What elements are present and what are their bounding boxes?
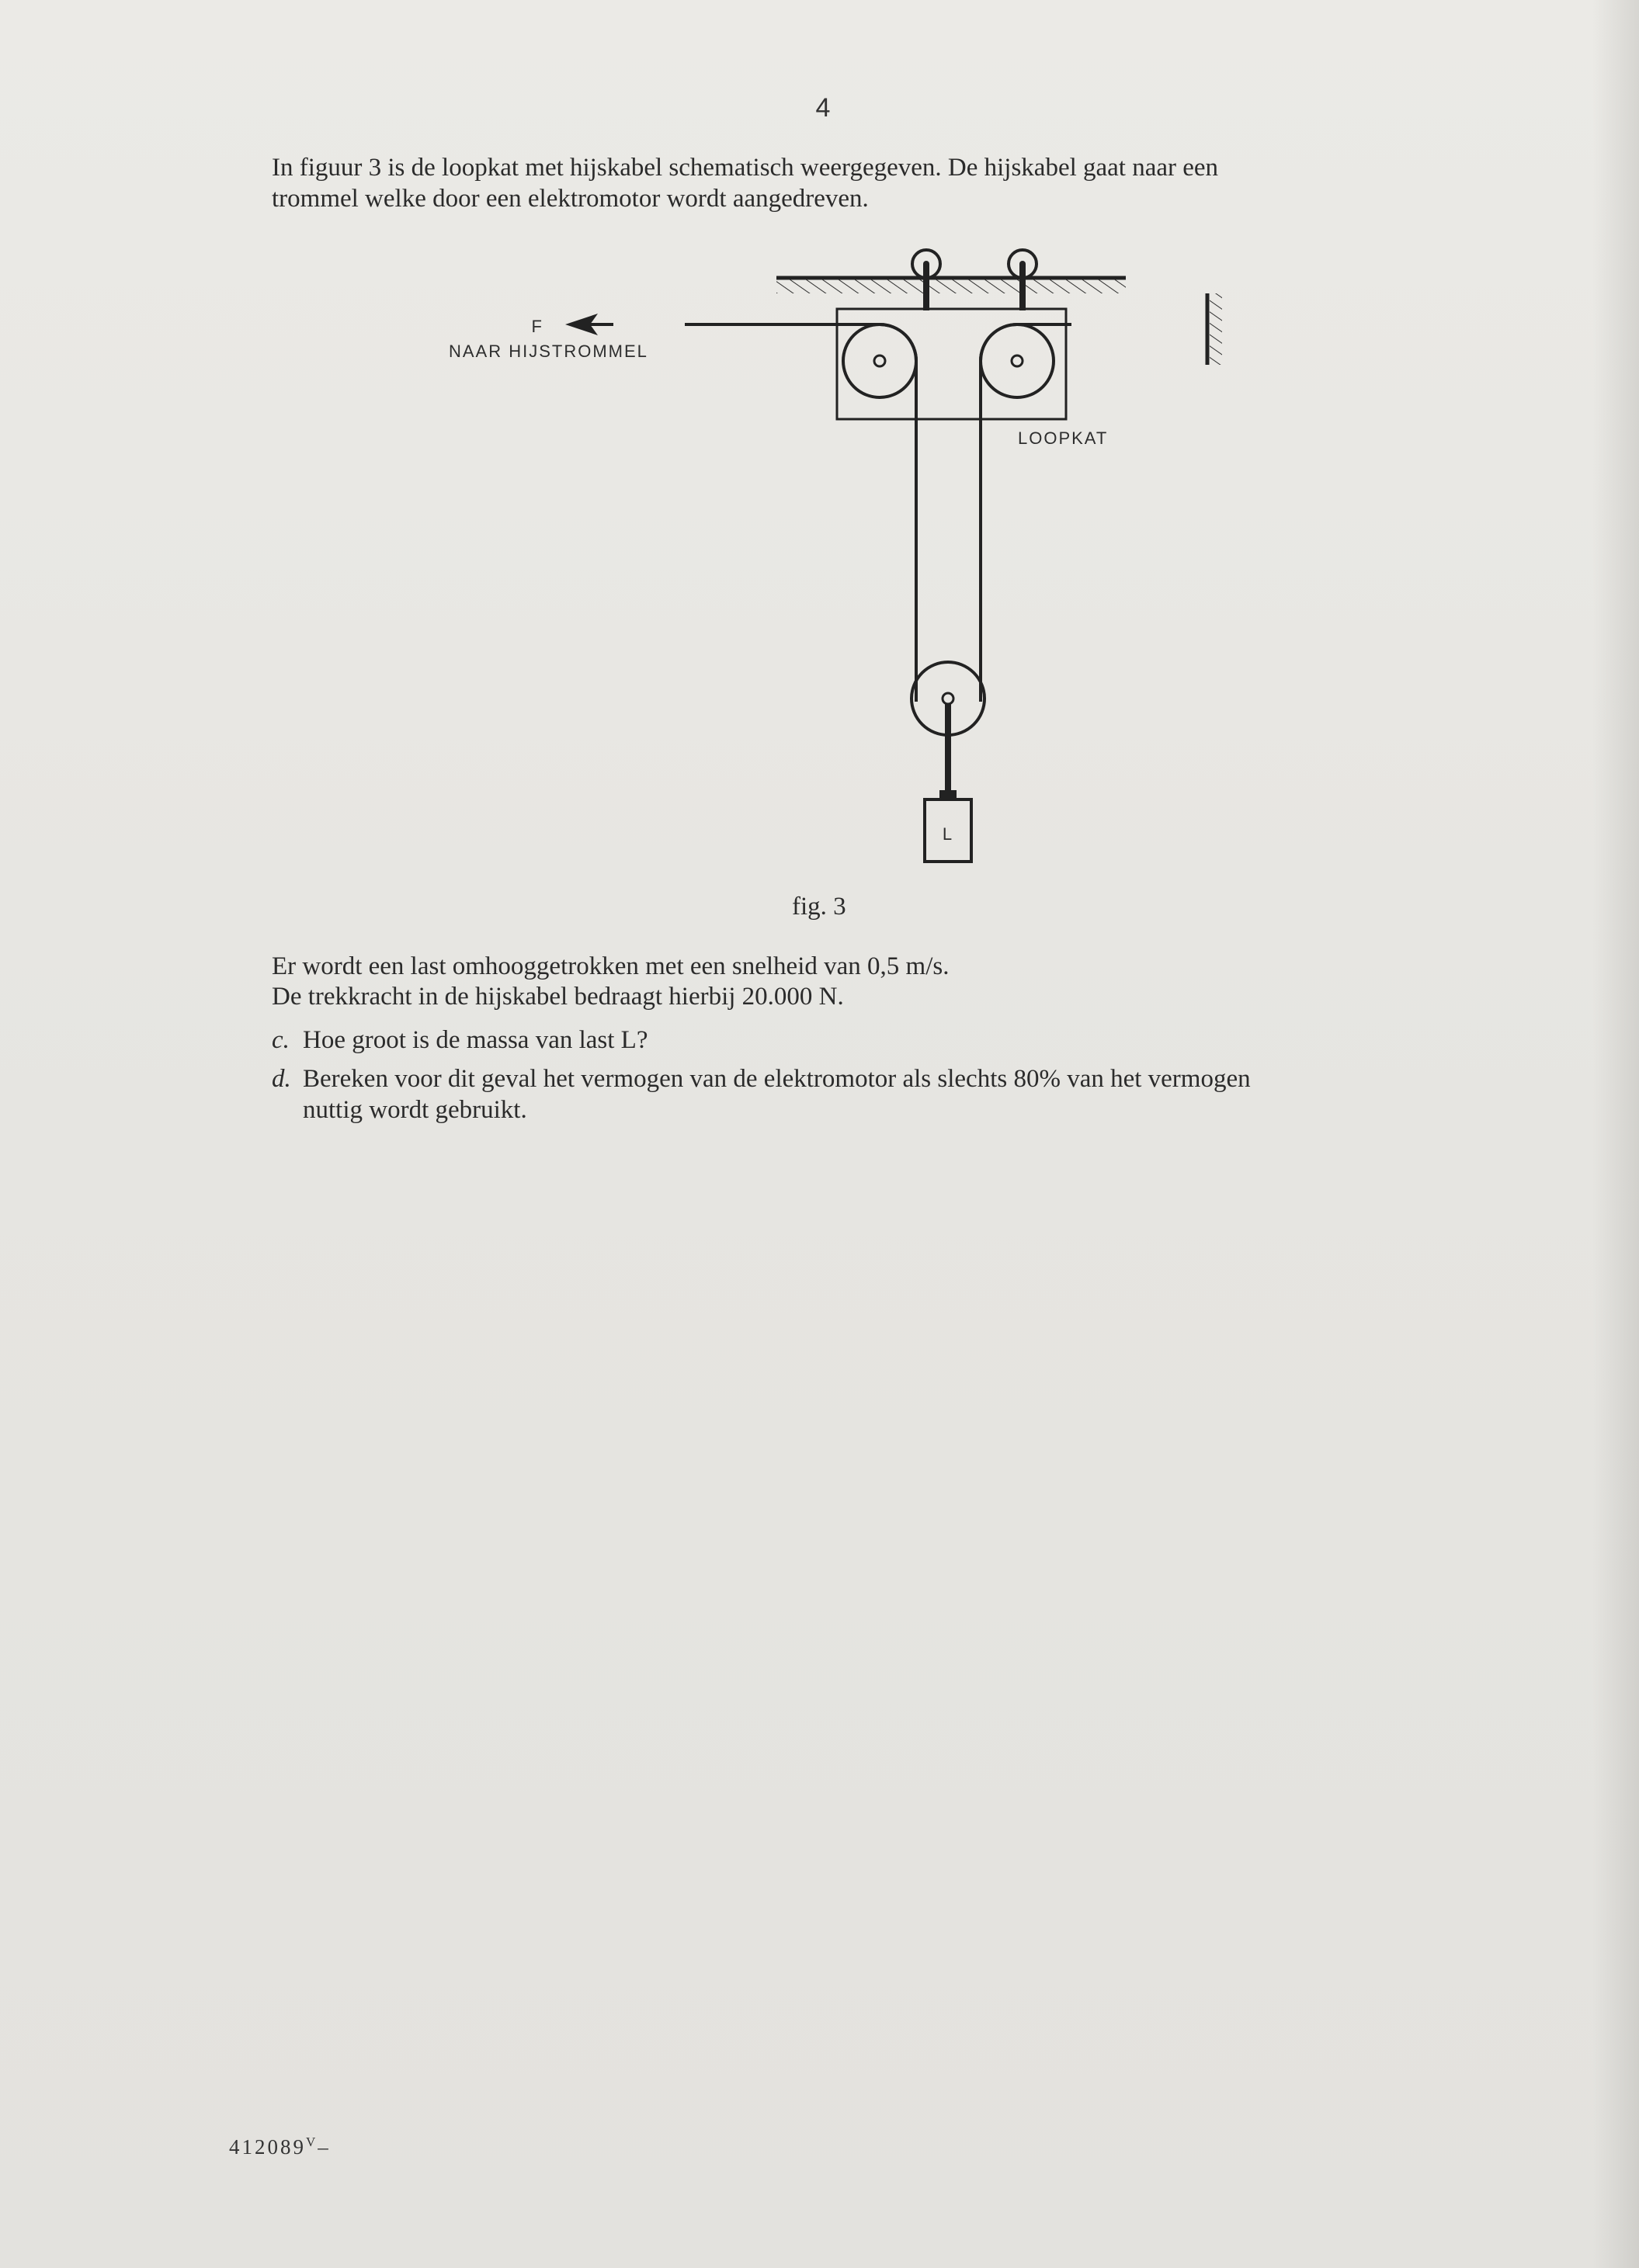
document-code-number: 412089 xyxy=(229,2135,306,2159)
trolley-label: LOOPKAT xyxy=(1018,428,1109,448)
figure-caption: fig. 3 xyxy=(792,893,846,921)
question-c xyxy=(272,1025,648,1056)
load-label: L xyxy=(942,824,954,844)
force-arrow xyxy=(565,314,613,335)
direction-label: NAAR HIJSTROMMEL xyxy=(449,342,648,361)
body-line-1: Er wordt een last omhooggetrokken met een snelheid van 0,5 m/s. xyxy=(272,952,950,980)
question-c-text: Hoe groot is de massa van last L? xyxy=(303,1026,648,1054)
document-code-suffix: V xyxy=(306,2134,318,2149)
document-code xyxy=(229,2134,331,2159)
page-number: 4 xyxy=(815,93,831,123)
end-wall xyxy=(1207,293,1222,365)
question-c-letter: c. xyxy=(272,1026,290,1054)
hoist-cable xyxy=(685,324,1071,702)
question-d-letter: d. xyxy=(272,1065,291,1093)
document-code-dash: – xyxy=(318,2135,331,2159)
question-d-line-2: nuttig wordt gebruikt. xyxy=(303,1096,527,1124)
intro-line-2: trommel welke door een elektromotor wordt aangedreven. xyxy=(272,185,869,213)
intro-line-1: In figuur 3 is de loopkat met hijskabel schematisch weergegeven. De hijskabel gaat naar een xyxy=(272,154,1219,182)
ceiling-beam xyxy=(776,278,1126,293)
figure-3-diagram xyxy=(0,0,1639,931)
body-line-2: De trekkracht in de hijskabel bedraagt hierbij 20.000 N. xyxy=(272,983,844,1011)
question-d-text: Bereken voor dit geval het vermogen van de elektromotor als slechts 80% van het vermogen xyxy=(303,1065,1251,1093)
force-label: F xyxy=(531,317,543,336)
question-d xyxy=(272,1063,1251,1094)
